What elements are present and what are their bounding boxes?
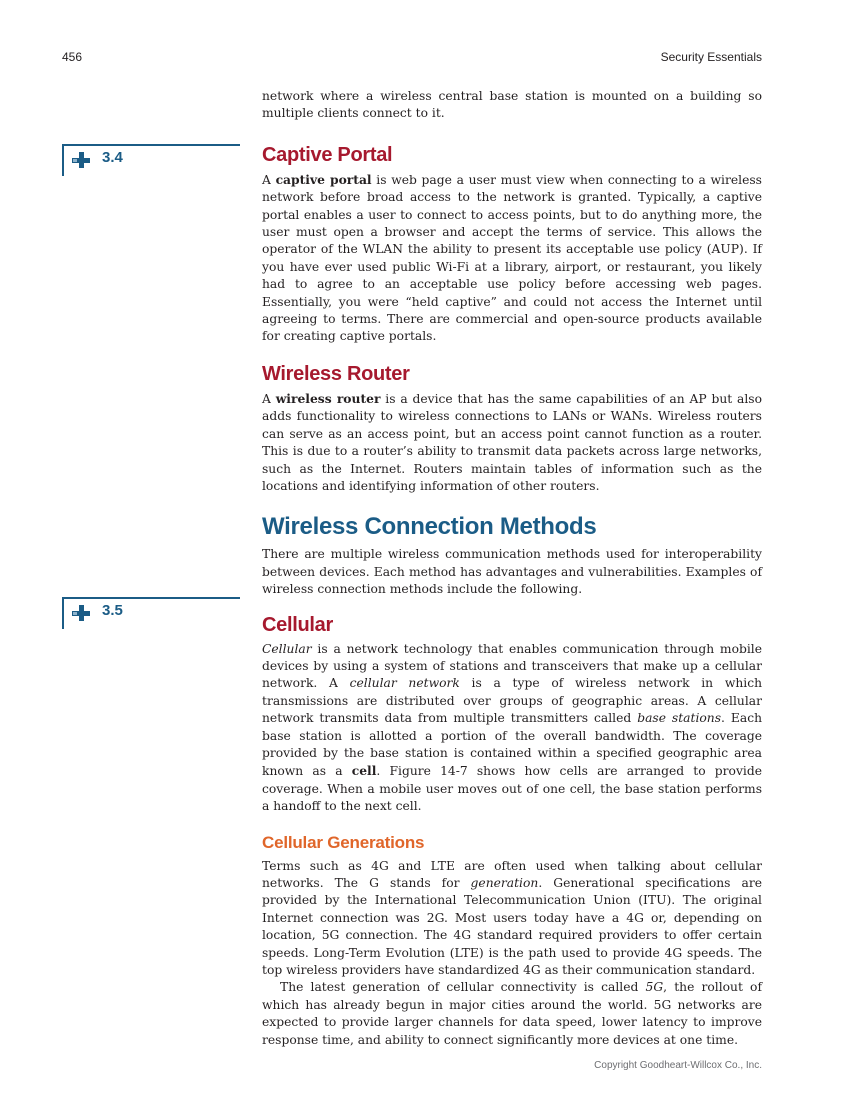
key-term: generation	[470, 876, 539, 890]
marker-rule	[62, 144, 240, 146]
generations-paragraph-1: Terms such as 4G and LTE are often used when talking about cellular networks. The G stands for generation. Generational specifications are provided by the International Telecommunication Union (ITU). The original Internet connection was 2G. Most users today have a 4G or, depending on location, 5G connection. The 4G standard required providers to offer certain speeds. Long-Term Evolution (LTE) is the path used to provide 4G speeds. The top wireless providers have standardized 4G as their communication standard.	[262, 858, 762, 978]
section-heading-cellular: Cellular	[262, 613, 333, 636]
objective-marker-3-5	[62, 597, 240, 629]
intro-paragraph: network where a wireless central base station is mounted on a building so multiple clients connect to it.	[262, 89, 762, 121]
objective-number: 3.5	[102, 602, 123, 619]
objective-marker-3-4	[62, 144, 240, 176]
running-head: Security Essentials	[660, 50, 762, 64]
objective-number: 3.4	[102, 149, 123, 166]
key-term: cell	[351, 763, 377, 779]
chapter-heading-connection-methods: Wireless Connection Methods	[262, 513, 597, 541]
page-number: 456	[62, 50, 83, 64]
key-term: captive portal	[275, 171, 372, 187]
body-column	[262, 88, 762, 1049]
key-term: Cellular	[262, 641, 312, 656]
connection-methods-paragraph: There are multiple wireless communication methods used for interoperability between devices. Each method has advantages and vulnerabilities. Examples of wireless connection methods include the following.	[262, 547, 762, 597]
plus-objective-icon	[70, 604, 92, 622]
wireless-router-paragraph: A wireless router is a device that has the same capabilities of an AP but also adds functionality to wireless connections to LANs or WANs. Wireless routers can serve as an access point, but an access point cannot function as a router. This is due to a router’s ability to transmit data packets across large networks, such as the Internet. Routers maintain tables of information such as the locations and identifying information of other routers.	[262, 390, 763, 493]
section-heading-wireless-router: Wireless Router	[262, 362, 410, 385]
subsection-heading-cellular-generations: Cellular Generations	[262, 832, 425, 852]
key-term: 5G	[645, 980, 664, 995]
plus-objective-icon	[70, 151, 92, 169]
captive-portal-paragraph: A captive portal is web page a user must view when connecting to a wireless network before broad access to the network is granted. Typically, a captive portal enables a user to connect to access points, but to do anything more, the user must open a browser and accept the terms of service. This allows the operator of the WLAN the ability to present its acceptable use policy (AUP). If you have ever used public Wi-Fi at a library, airport, or restaurant, you likely had to agree to an acceptable use policy before accessing web pages. Essentially, you were “held captive” and could not access the Internet until agreeing to terms. There are commercial and open-source products available for creating captive portals.	[262, 171, 762, 344]
section-heading-captive-portal: Captive Portal	[262, 143, 393, 166]
key-term: wireless router	[275, 390, 381, 406]
marker-rule	[62, 597, 64, 629]
marker-rule	[62, 144, 64, 176]
key-term: base stations	[637, 711, 722, 726]
marker-rule	[62, 597, 240, 599]
copyright-footer: Copyright Goodheart-Willcox Co., Inc.	[594, 1060, 762, 1071]
key-term: cellular network	[349, 676, 460, 691]
cellular-paragraph: Cellular is a network technology that enables communication through mobile devices by using a system of stations and transceivers that make up a cellular network. A cellular network is a type of wireless network in which transmissions are distributed over groups of geographic areas. A cellular network transmits data from multiple transmitters called base stations. Each base station is allotted a portion of the overall bandwidth. The coverage provided by the base station is contained within a specified geographic area known as a cell. Figure 14-7 shows how cells are arranged to provide coverage. When a mobile user moves out of one cell, the base station performs a handoff to the next cell.	[262, 641, 763, 814]
generations-paragraph-2: The latest generation of cellular connectivity is called 5G, the rollout of which has already begun in major cities around the world. 5G networks are expected to provide larger channels for data speed, lower latency to improve response time, and ability to connect significantly more devices at one time.	[262, 980, 762, 1047]
